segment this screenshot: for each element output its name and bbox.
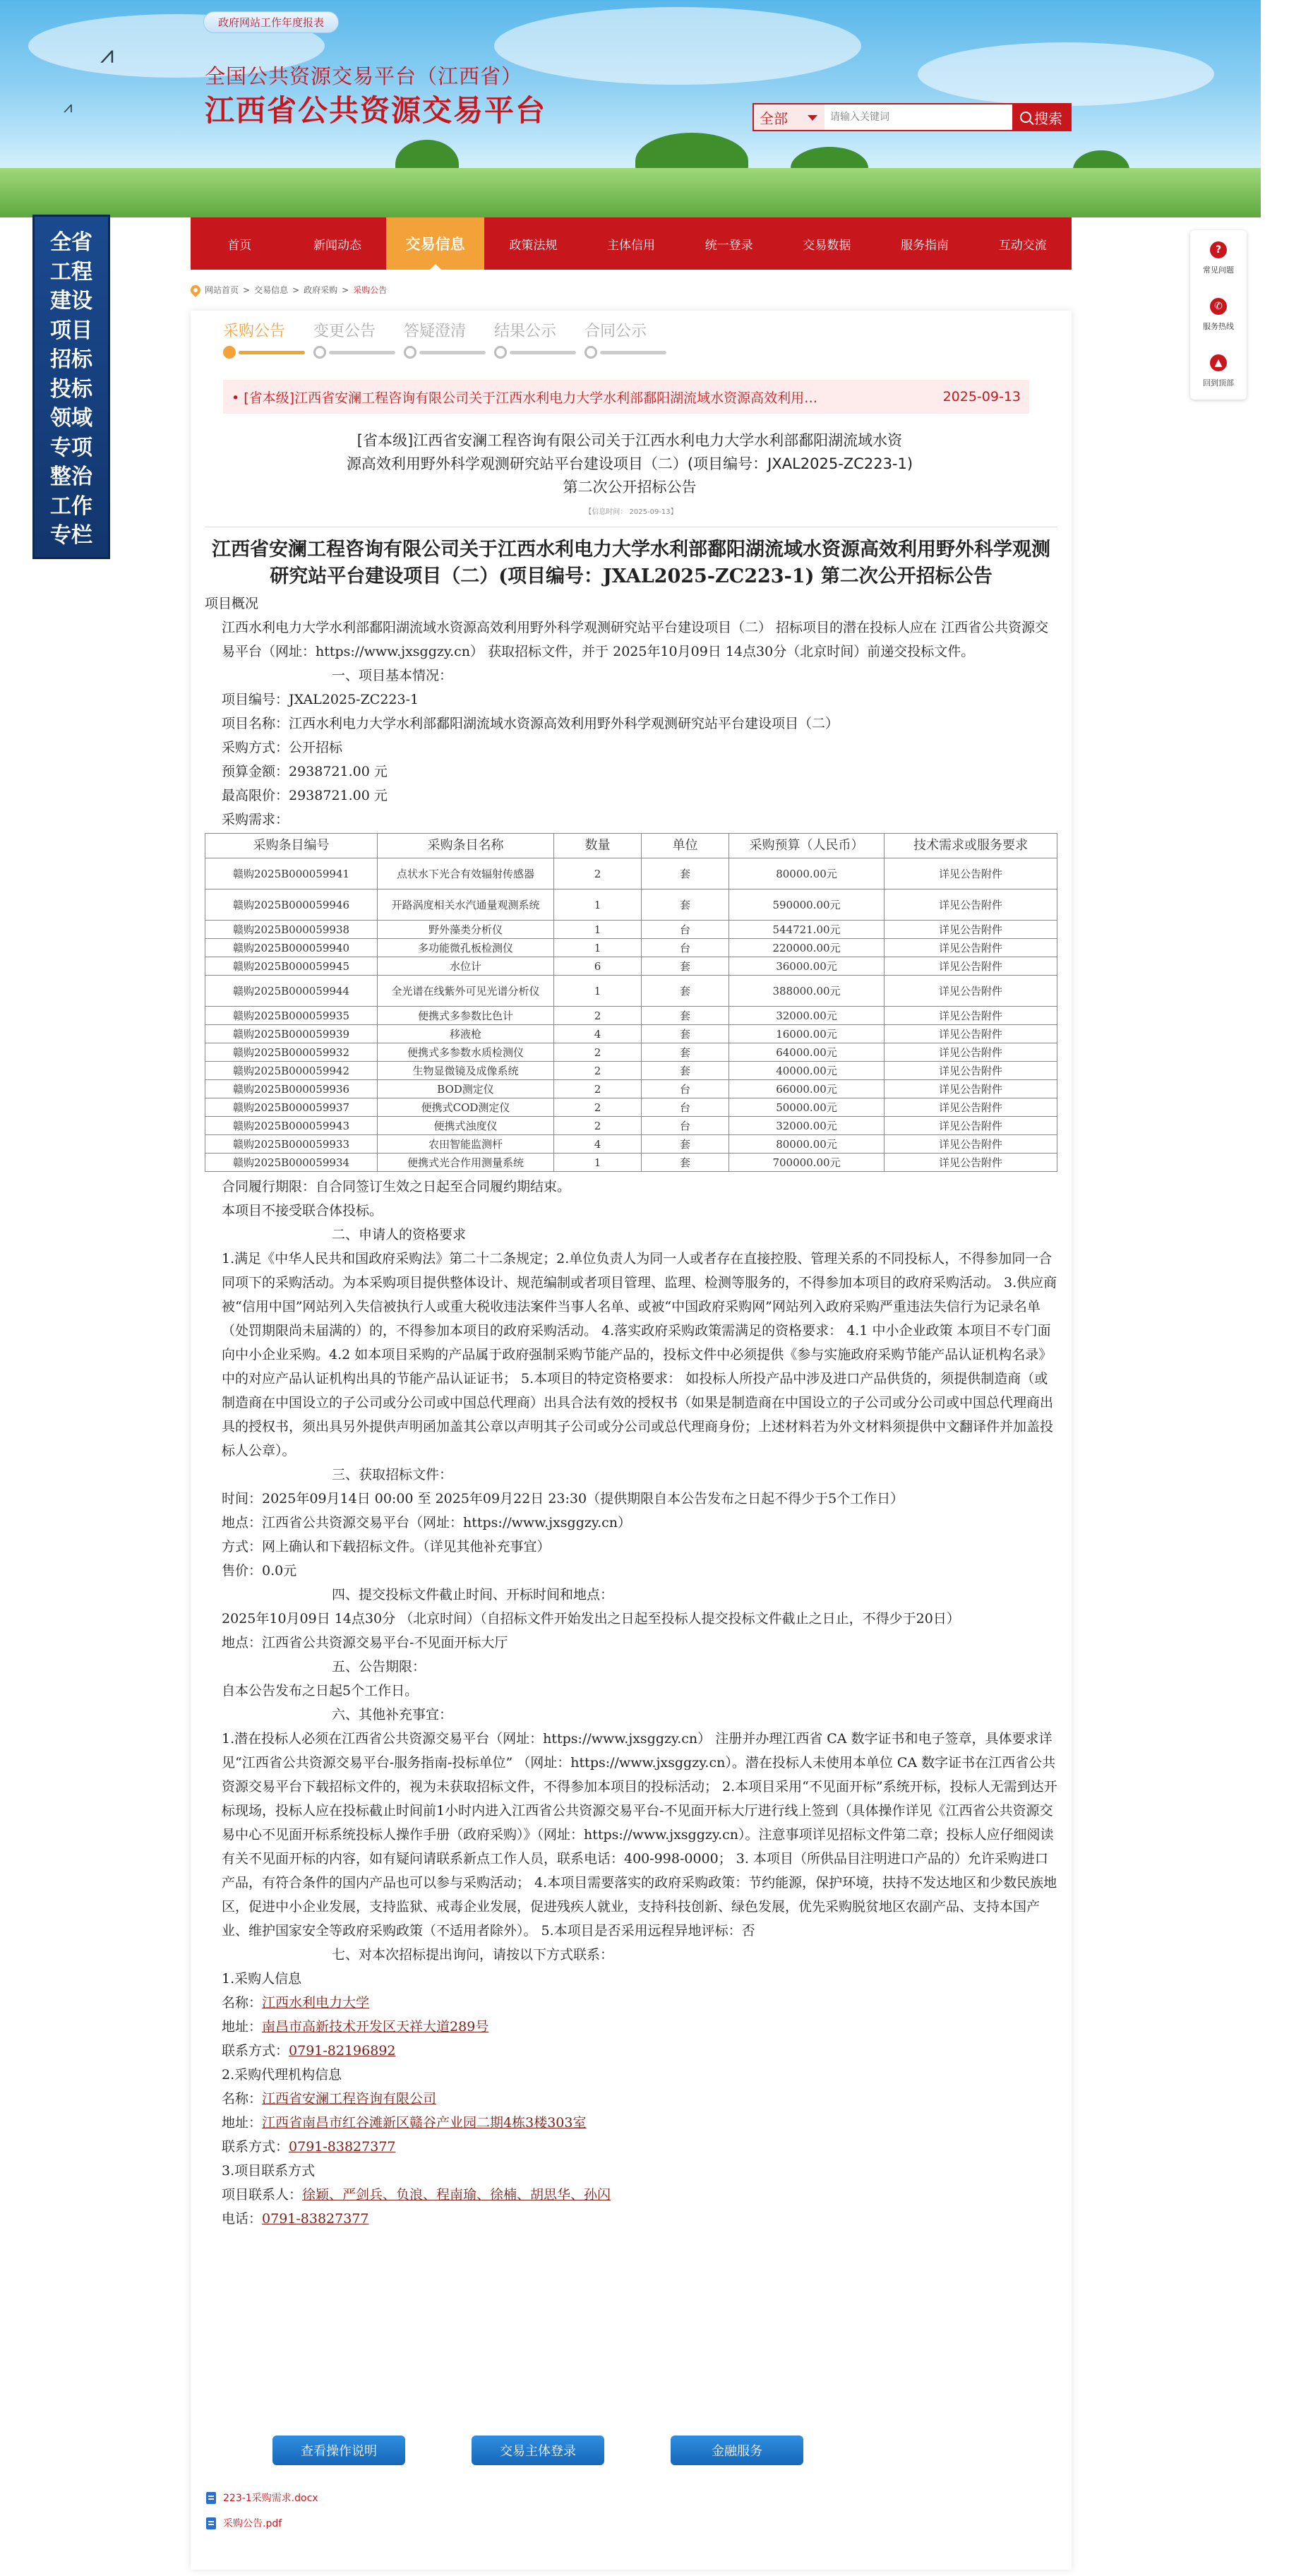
document-icon [206,2492,216,2504]
table-cell: 700000.00元 [729,1154,885,1172]
table-cell: 移液枪 [378,1025,554,1043]
banner-text: 工作 [50,493,92,519]
special-column-banner[interactable] [32,215,110,559]
breadcrumb-gov-procurement[interactable]: 政府采购 [304,285,338,295]
table-cell: 详见公告附件 [885,1007,1057,1025]
annual-report-link[interactable]: 政府网站工作年度报表 [203,11,339,33]
field-value: 江西省南昌市红谷滩新区赣谷产业园二期4栋3楼303室 [262,2115,587,2131]
table-row [205,1062,1057,1080]
table-cell: 便携式COD测定仪 [378,1098,554,1117]
step-dot-icon [223,346,236,359]
heading-line: [省本级]江西省安澜工程咨询有限公司关于江西水利电力大学水利部鄱阳湖流域水资 [356,432,903,449]
table-row [205,1135,1057,1154]
step-label: 变更公告 [313,323,376,340]
section-heading: 二、申请人的资格要求 [332,1227,467,1242]
project-contacts [205,2183,1057,2207]
faq-label: 常见问题 [1203,265,1234,275]
table-cell: 详见公告附件 [885,1025,1057,1043]
table-row [205,1025,1057,1043]
table-cell: 详见公告附件 [885,1062,1057,1080]
field-label: 名称： [222,1995,263,2011]
table-cell: 详见公告附件 [885,921,1057,939]
table-cell: 详见公告附件 [885,957,1057,976]
table-cell: 详见公告附件 [885,1135,1057,1154]
breadcrumb-trade-info[interactable]: 交易信息 [254,285,289,295]
step-label: 结果公示 [494,323,557,340]
contact-group-label: 3.项目联系方式 [222,2163,316,2179]
step-dot-icon [494,346,507,359]
table-row [205,957,1057,976]
search-button-label: 搜索 [1034,109,1062,127]
table-cell: 赣购2025B000059938 [205,921,378,939]
field-value: 南昌市高新技术开发区天祥大道289号 [262,2019,489,2035]
process-steps [223,319,666,359]
section-heading: 五、公告期限： [332,1659,426,1675]
table-cell: 生物显微镜及成像系统 [378,1062,554,1080]
table-cell: 套 [642,1062,729,1080]
table-cell: 赣购2025B000059942 [205,1062,378,1080]
site-title[interactable]: 江西省公共资源交易平台 [205,93,547,128]
table-cell: 台 [642,939,729,957]
section-heading: 三、获取招标文件： [332,1467,453,1482]
search-input[interactable] [825,104,1012,130]
table-cell: 套 [642,889,729,921]
table-cell: 套 [642,858,729,889]
table-cell: 赣购2025B000059932 [205,1043,378,1062]
table-cell: 6 [554,957,642,976]
table-cell: 赣购2025B000059934 [205,1154,378,1172]
table-row [205,1098,1057,1117]
deadline-text: 2025年10月09日 14点30分 （北京时间）（自招标文件开始发出之日起至投标人提交投标文件截止之日止，不得少于20日） [222,1611,960,1627]
breadcrumb-separator: > [342,284,349,295]
table-cell: 赣购2025B000059940 [205,939,378,957]
table-cell: 80000.00元 [729,1135,885,1154]
agency-phone [205,2135,1057,2159]
purchaser-phone [205,2039,1057,2063]
publish-time: 【信息时间： 2025-09-13】 [584,508,678,516]
obtain-line: 方式：网上确认和下载招标文件。（详见其他补充事宜） [222,1539,551,1554]
period-text: 自本公告发布之日起5个工作日。 [222,1683,419,1699]
table-row [205,1154,1057,1172]
contact-group-label: 1.采购人信息 [222,1971,302,1987]
hotline-label: 服务热线 [1203,322,1234,331]
table-cell: 便携式浊度仪 [378,1117,554,1135]
table-cell: 台 [642,1117,729,1135]
nav-item-login[interactable]: 统一登录 [705,238,753,253]
table-row [205,1007,1057,1025]
nav-item-news[interactable]: 新闻动态 [313,238,361,253]
table-row [205,976,1057,1007]
table-cell: BOD测定仪 [378,1080,554,1098]
banner-text: 投标 [50,376,92,402]
section-heading: 四、提交投标文件截止时间、开标时间和地点： [332,1587,614,1602]
table-row [205,921,1057,939]
table-cell: 套 [642,1135,729,1154]
search-bar [753,103,1072,131]
table-header-row [205,834,1057,858]
info-line: 项目名称：江西水利电力大学水利部鄱阳湖流域水资源高效利用野外科学观测研究站平台建设项目（二） [222,716,839,731]
subject-login-button[interactable]: 交易主体登录 [472,2436,604,2465]
phone-icon: ✆ [1210,298,1227,315]
notice-title: • [省本级]江西省安澜工程咨询有限公司关于江西水利电力大学水利部鄱阳湖流域水资源高效利用… [232,390,818,406]
step-line [419,351,486,354]
table-cell: 多功能微孔板检测仪 [378,939,554,957]
nav-item-credit[interactable]: 主体信用 [607,238,656,253]
faq-button[interactable] [1190,230,1247,287]
breadcrumb-home[interactable]: 网站首页 [205,285,239,295]
table-cell: 赣购2025B000059946 [205,889,378,921]
table-cell: 388000.00元 [729,976,885,1007]
breadcrumb-current: 采购公告 [353,285,388,295]
breadcrumb-separator: > [243,284,251,295]
breadcrumb-separator: > [292,284,300,295]
overview-text: 江西水利电力大学水利部鄱阳湖流域水资源高效利用野外科学观测研究站平台建设项目（二） 招标项目的潜在投标人应在 江西省公共资源交易平台（网址：https://www.jxsggzy.cn） 获取招标文件，并于 2025年10月09日 14点30分（北京时间）前递交投标文件。 [222,620,1049,659]
notice-item[interactable] [223,380,1029,414]
table-cell: 赣购2025B000059936 [205,1080,378,1098]
table-cell: 套 [642,976,729,1007]
field-label: 地址： [222,2019,263,2035]
floating-toolbar [1190,230,1247,400]
table-cell: 2 [554,1117,642,1135]
table-cell: 全光谱在线紫外可见光谱分析仪 [378,976,554,1007]
table-cell: 590000.00元 [729,889,885,921]
step-change-notice[interactable] [313,319,395,359]
table-cell: 64000.00元 [729,1043,885,1062]
column-header: 单位 [642,834,729,858]
table-cell: 详见公告附件 [885,1117,1057,1135]
search-scope-value: 全部 [760,109,788,127]
caret-down-icon [808,115,817,121]
table-cell: 1 [554,976,642,1007]
table-row [205,939,1057,957]
table-cell: 赣购2025B000059945 [205,957,378,976]
table-cell: 便携式光合作用测量系统 [378,1154,554,1172]
step-dot-icon [313,346,326,359]
field-label: 联系方式： [222,2043,289,2059]
table-cell: 赣购2025B000059944 [205,976,378,1007]
info-line: 项目编号：JXAL2025-ZC223-1 [222,692,419,707]
table-cell: 50000.00元 [729,1098,885,1117]
table-cell: 便携式多参数水质检测仪 [378,1043,554,1062]
step-line [600,351,666,354]
step-track [313,346,395,359]
info-line: 采购方式：公开招标 [222,740,343,755]
banner-text: 全省 [50,230,92,255]
step-track [404,346,486,359]
table-cell: 点状水下光合有效辐射传感器 [378,858,554,889]
info-line: 最高限价：2938721.00 元 [222,788,388,803]
table-row [205,858,1057,889]
table-cell: 套 [642,1025,729,1043]
heading-line: 第二次公开招标公告 [563,479,697,496]
banner-text: 整治 [50,465,92,489]
table-cell: 野外藻类分析仪 [378,921,554,939]
table-cell: 2 [554,1062,642,1080]
table-cell: 详见公告附件 [885,1043,1057,1062]
table-cell: 详见公告附件 [885,1080,1057,1098]
table-cell: 1 [554,939,642,957]
financial-service-button[interactable]: 金融服务 [671,2436,803,2465]
nav-item-home[interactable]: 首页 [227,238,252,253]
back-to-top-button[interactable] [1190,343,1247,400]
banner-text: 专项 [50,435,92,460]
table-cell: 32000.00元 [729,1117,885,1135]
attachment-item[interactable] [206,2510,318,2536]
column-header: 技术需求或服务要求 [885,834,1057,858]
table-cell: 套 [642,1154,729,1172]
banner-text: 工程 [50,259,92,284]
field-value: 江西水利电力大学 [262,1995,370,2011]
field-label: 联系方式： [222,2139,289,2155]
consortium-note: 本项目不接受联合体投标。 [222,1203,383,1218]
column-header: 采购条目编号 [205,834,378,858]
main-nav [191,217,1072,270]
table-cell: 80000.00元 [729,858,885,889]
table-cell: 详见公告附件 [885,889,1057,921]
table-cell: 赣购2025B000059943 [205,1117,378,1135]
table-cell: 农田智能监测杆 [378,1135,554,1154]
breadcrumb [191,284,387,296]
attachment-name: 采购公告.pdf [223,2518,282,2529]
attachment-name: 223-1采购需求.docx [223,2493,318,2504]
step-dot-icon [584,346,597,359]
nav-item-interaction[interactable]: 互动交流 [998,238,1047,253]
project-phone [205,2207,1057,2231]
step-line [239,351,305,354]
table-cell: 便携式多参数比色计 [378,1007,554,1025]
table-cell: 2 [554,1098,642,1117]
question-icon: ? [1210,241,1227,258]
agency-name [205,2087,1057,2111]
table-cell: 1 [554,1154,642,1172]
table-cell: 水位计 [378,957,554,976]
document-icon [206,2517,216,2529]
table-cell: 16000.00元 [729,1025,885,1043]
search-icon [1020,112,1031,123]
table-cell: 2 [554,1080,642,1098]
table-cell: 详见公告附件 [885,858,1057,889]
field-label: 电话： [222,2211,263,2227]
bird-icon: ⩘ [64,99,73,116]
step-label: 合同公示 [584,323,647,340]
section-heading: 七、对本次招标提出询问，请按以下方式联系： [332,1947,614,1963]
article-title: 江西省安澜工程咨询有限公司关于江西水利电力大学水利部鄱阳湖流域水资源高效利用野外科学观测研究站平台建设项目（二）(项目编号：JXAL2025-ZC223-1) 第二次公开招标公告 [212,539,1050,587]
table-cell: 开路涡度相关水汽通量观测系统 [378,889,554,921]
agency-address [205,2111,1057,2135]
field-label: 名称： [222,2091,263,2107]
field-label: 项目联系人： [222,2187,303,2203]
nav-item-policy[interactable]: 政策法规 [509,238,558,253]
table-cell: 台 [642,921,729,939]
info-line: 预算金额：2938721.00 元 [222,764,388,779]
step-result[interactable] [494,319,576,359]
contract-period: 合同履行期限：自合同签订生效之日起至合同履约期结束。 [222,1179,571,1194]
step-track [584,346,666,359]
nav-item-guide[interactable]: 服务指南 [901,238,949,253]
contact-group-label: 2.采购代理机构信息 [222,2067,342,2083]
table-cell: 赣购2025B000059933 [205,1135,378,1154]
search-scope-select[interactable] [754,104,825,130]
table-cell: 赣购2025B000059941 [205,858,378,889]
table-cell: 32000.00元 [729,1007,885,1025]
attachment-item[interactable] [206,2485,318,2510]
table-cell: 赣购2025B000059937 [205,1098,378,1117]
table-cell: 详见公告附件 [885,1154,1057,1172]
obtain-line: 地点：江西省公共资源交易平台（网址：https://www.jxsggzy.cn） [222,1515,632,1530]
banner-text: 建设 [50,289,92,313]
requirements-table [205,833,1057,1172]
table-cell: 1 [554,889,642,921]
field-value: 徐颖、严剑兵、负浪、程南瑜、徐楠、胡思华、孙闪 [302,2187,611,2203]
table-cell: 66000.00元 [729,1080,885,1098]
table-cell: 详见公告附件 [885,1098,1057,1117]
step-label: 答疑澄清 [404,323,467,340]
table-cell: 台 [642,1080,729,1098]
overview-label: 项目概况 [205,596,259,611]
table-row [205,1080,1057,1098]
notice-date: 2025-09-13 [942,389,1021,405]
section-heading: 一、项目基本情况： [332,668,453,683]
step-dot-icon [404,346,416,359]
back-to-top-label: 回到顶部 [1203,378,1234,388]
table-cell: 40000.00元 [729,1062,885,1080]
table-cell: 套 [642,957,729,976]
step-purchase-notice[interactable] [223,319,305,359]
nav-item-trade-info[interactable]: 交易信息 [386,217,484,270]
table-cell: 套 [642,1007,729,1025]
field-value: 江西省安澜工程咨询有限公司 [262,2091,437,2107]
attachments [206,2485,318,2536]
column-header: 采购预算（人民币） [729,834,885,858]
cloud-decoration [918,42,1214,106]
document-heading [296,429,963,499]
purchaser-name [205,1991,1057,2015]
table-cell: 4 [554,1135,642,1154]
nav-item-data[interactable]: 交易数据 [803,238,851,253]
qualification-text: 1.满足《中华人民共和国政府采购法》第二十二条规定；2.单位负责人为同一人或者存在直接控股、管理关系的不同投标人，不得参加同一合同项下的采购活动。为本采购项目提供整体设计、规范编制或者项目管理、监理、检测等服务的，不得参加本项目的政府采购活动。 3.供应商被“信用中国”网站列入失信被执行人或重大税收违法案件当事人名单、或被“中国政府采购网”网站列入政府采购严重违法失信行为记录名单（处罚期限尚未届满的）的，不得参加本项目的政府采购活动。 4.落实政府采购政策需满足的资格要求： 4.1 中小企业政策 本项目不专门面向中小企业采购。4.2 如本项目采购的产品属于政府强制采购节能产品的，投标文件中必须提供《参与实施政府采购节能产品认证机构名录》中的对应产品认证机构出具的节能产品认证证书； 5.本项目的特定资格要求： 如投标人所投产品中涉及进口产品供货的，须提供制造商（或制造商在中国设立的子公司或分公司或中国总代理商）出具合法有效的授权书（如果是制造商在中国设立的子公司或分公司或中国总代理商出具的授权书，须出具另外提供声明函加盖其公章以声明其子公司或分公司或总代理商身份；上述材料若为外文材料须提供中文翻译件并加盖投标人公章）。 [222,1251,1057,1458]
obtain-line: 时间：2025年09月14日 00:00 至 2025年09月22日 23:30（提供期限自本公告发布之日起不得少于5个工作日） [222,1491,904,1506]
step-line [510,351,576,354]
venue-text: 地点：江西省公共资源交易平台-不见面开标大厅 [222,1635,508,1651]
article-body [205,537,1057,2231]
table-cell: 赣购2025B000059939 [205,1025,378,1043]
table-cell: 4 [554,1025,642,1043]
table-cell: 2 [554,1043,642,1062]
section-heading: 六、其他补充事宜： [332,1707,453,1723]
banner-text: 专栏 [50,523,92,548]
step-track [223,346,305,359]
hotline-button[interactable] [1190,287,1247,343]
step-label: 采购公告 [223,323,286,340]
step-contract[interactable] [584,319,666,359]
table-cell: 赣购2025B000059935 [205,1007,378,1025]
step-clarification[interactable] [404,319,486,359]
search-button[interactable] [1012,104,1070,130]
operation-guide-button[interactable]: 查看操作说明 [272,2436,405,2465]
location-pin-icon [188,283,203,297]
cloud-decoration [494,7,861,85]
obtain-line: 售价：0.0元 [222,1563,297,1578]
table-row [205,889,1057,921]
field-value: 0791-83827377 [262,2211,369,2227]
table-cell: 1 [554,921,642,939]
site-subtitle: 全国公共资源交易平台（江西省） [205,64,523,88]
column-header: 数量 [554,834,642,858]
supplement-text: 1.潜在投标人必须在江西省公共资源交易平台（网址：https://www.jxsggzy.cn） 注册并办理江西省 CA 数字证书和电子签章，具体要求详见“江西省公共资源交易平台-服务指南-投标单位” （网址：https://www.jxsggzy.cn）。潜在投标人未使用本单位 CA 数字证书在江西省公共资源交易平台下载招标文件的，视为未获取招标文件，不得参加本项目的投标活动； 2.本项目采用“不见面开标”系统开标，投标人无需到达开标现场，投标人应在投标截止时间前1小时内进入江西省公共资源交易平台-不见面开标大厅进行线上签到（具体操作详见《江西省公共资源交易中心不见面开标系统投标人操作手册（政府采购）》（网址：https://www.jxsggzy.cn）。注意事项详见招标文件第二章；投标人应仔细阅读有关不见面开标的内容，如有疑问请联系新点工作人员，联系电话：400-998-0000； 3. 本项目（所供品目注明进口产品的）允许采购进口产品，有符合条件的国内产品也可以参与采购活动； 4.本项目需要落实的政府采购政策：节约能源，保护环境，扶持不发达地区和少数民族地区，促进中小企业发展，支持监狱、戒毒企业发展，促进残疾人就业，支持科技创新、绿色发展，优先采购脱贫地区农副产品、支持本国产业、维护国家安全等政府采购政策（不适用者除外）。 5.本项目是否采用远程异地评标：否 [222,1731,1057,1939]
grass-decoration [0,168,1261,217]
table-cell: 544721.00元 [729,921,885,939]
info-line: 采购需求： [222,812,289,827]
purchaser-address [205,2015,1057,2039]
table-cell: 220000.00元 [729,939,885,957]
back-to-top-icon: ▲ [1210,354,1227,371]
field-value: 0791-83827377 [289,2139,396,2155]
table-cell: 详见公告附件 [885,939,1057,957]
banner-text: 项目 [50,318,92,343]
site-header [0,0,1261,217]
column-header: 采购条目名称 [378,834,554,858]
table-row [205,1043,1057,1062]
table-cell: 2 [554,858,642,889]
action-buttons [272,2436,803,2465]
field-value: 0791-82196892 [289,2043,396,2059]
field-label: 地址： [222,2115,263,2131]
table-cell: 套 [642,1043,729,1062]
table-cell: 详见公告附件 [885,976,1057,1007]
table-row [205,1117,1057,1135]
table-cell: 36000.00元 [729,957,885,976]
bird-icon: ⩘ [100,41,114,69]
banner-text: 领域 [50,406,92,431]
table-cell: 台 [642,1098,729,1117]
step-track [494,346,576,359]
table-cell: 2 [554,1007,642,1025]
banner-text: 招标 [50,347,92,372]
step-line [329,351,395,354]
heading-line: 源高效利用野外科学观测研究站平台建设项目（二）(项目编号：JXAL2025-ZC223-1) [346,455,913,472]
